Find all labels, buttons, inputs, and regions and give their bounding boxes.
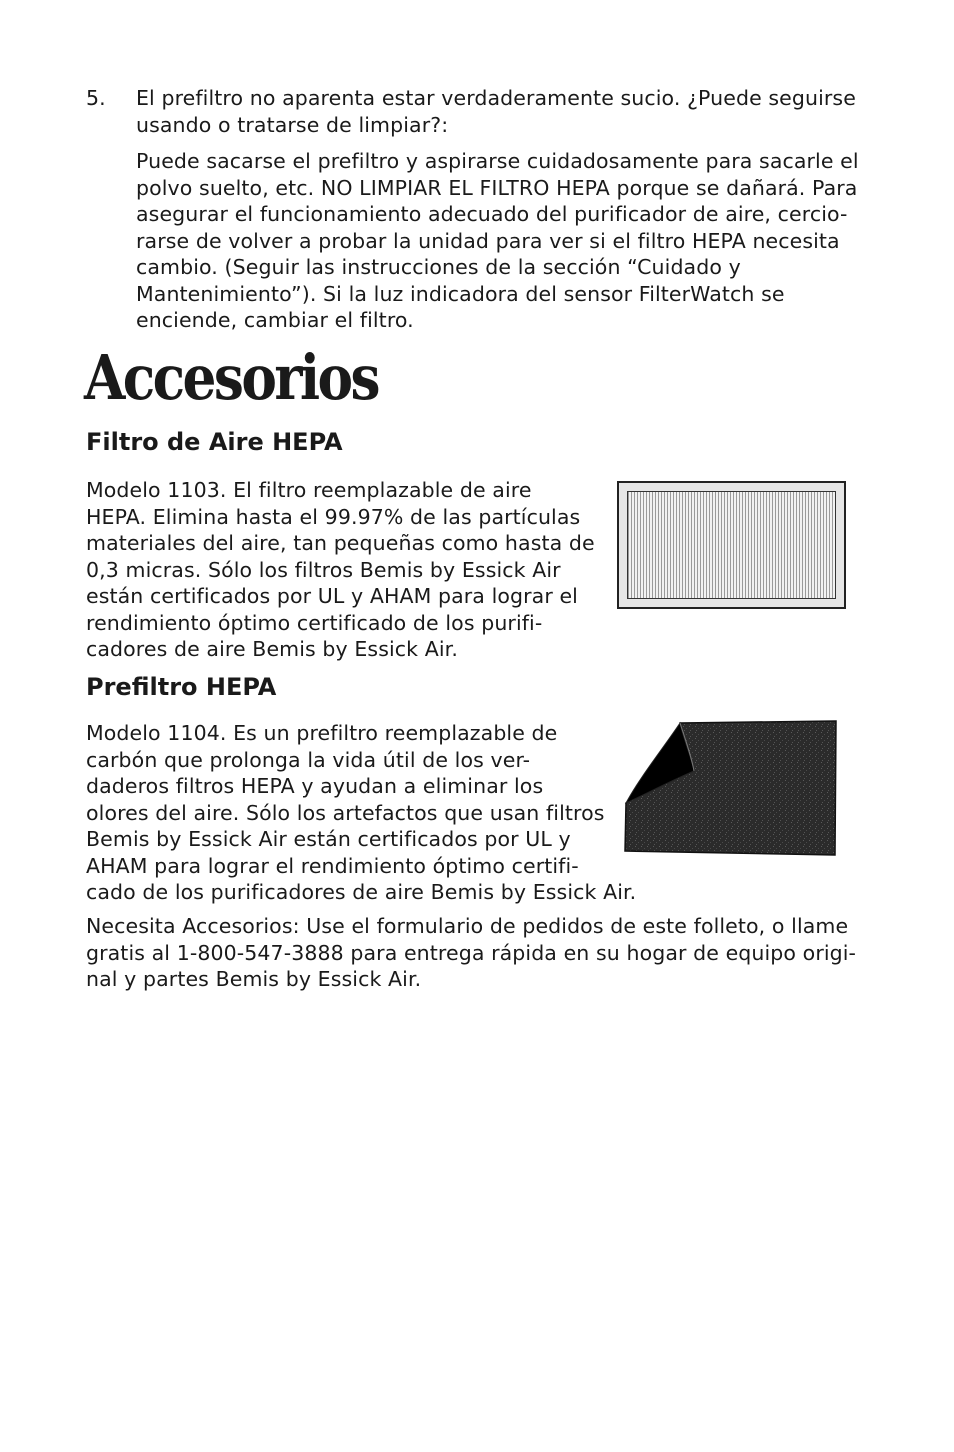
faq-number: 5. [86,86,106,110]
text-line: carbón que prolonga la vida útil de los ver- [86,747,531,772]
page-heading: Accesorios [84,341,378,414]
faq-question [86,85,866,138]
text-line: rendimiento óptimo certificado de los purifi- [86,610,543,635]
hepa-filter-image [617,481,846,609]
text-line: polvo suelto, etc. NO LIMPIAR EL FILTRO HEPA porque se dañará. Para [136,175,858,200]
hepa-filter-title: Filtro de Aire HEPA [86,428,343,456]
faq-question-text [136,85,866,138]
text-line: Mantenimiento”). Si la luz indicadora del sensor FilterWatch se [136,281,785,306]
text-line: Bemis by Essick Air están certificados por UL y [86,827,571,851]
order-note [86,913,876,993]
text-line: daderos filtros HEPA y ayudan a eliminar los [86,774,544,798]
hepa-filter-description [86,477,606,663]
text-line: 0,3 micras. Sólo los filtros Bemis by Essick Air [86,557,561,582]
text-line: están certificados por UL y AHAM para lograr el [86,584,578,608]
faq-item-5 [86,85,866,334]
text-line: Necesita Accesorios: Use el formulario de pedidos de este folleto, o llame [86,914,849,938]
text-line: HEPA. Elimina hasta el 99.97% de las partículas [86,504,581,529]
text-line: Modelo 1103. El filtro reemplazable de aire [86,478,532,502]
text-line: Puede sacarse el prefiltro y aspirarse cuidadosamente para sacarle el [136,149,859,173]
prefilter-image [622,719,840,857]
text-line: nal y partes Bemis by Essick Air. [86,967,422,991]
text-line: enciende, cambiar el filtro. [136,308,414,332]
text-line: Modelo 1104. Es un prefiltro reemplazable de [86,721,558,745]
prefilter-description [86,720,646,906]
text-line: AHAM para lograr el rendimiento óptimo certifi- [86,853,579,878]
text-line: rarse de volver a probar la unidad para ver si el filtro HEPA necesita [136,228,840,253]
text-line: gratis al 1-800-547-3888 para entrega rápida en su hogar de equipo origi- [86,940,857,965]
hepa-filter-pleats [627,491,836,599]
text-line: El prefiltro no aparenta estar verdaderamente sucio. ¿Puede seguirse [136,86,856,110]
text-line: materiales del aire, tan pequeñas como hasta de [86,531,595,555]
text-line: cambio. (Seguir las instrucciones de la sección “Cuidado y [136,255,741,279]
text-line: asegurar el funcionamiento adecuado del purificador de aire, cercio- [136,202,848,226]
prefilter-title: Prefiltro HEPA [86,673,277,701]
text-line: cado de los purificadores de aire Bemis by Essick Air. [86,880,637,904]
text-line: cadores de aire Bemis by Essick Air. [86,637,458,661]
text-line: usando o tratarse de limpiar?: [136,112,449,137]
faq-answer [136,148,861,334]
text-line: olores del aire. Sólo los artefactos que usan filtros [86,800,605,825]
